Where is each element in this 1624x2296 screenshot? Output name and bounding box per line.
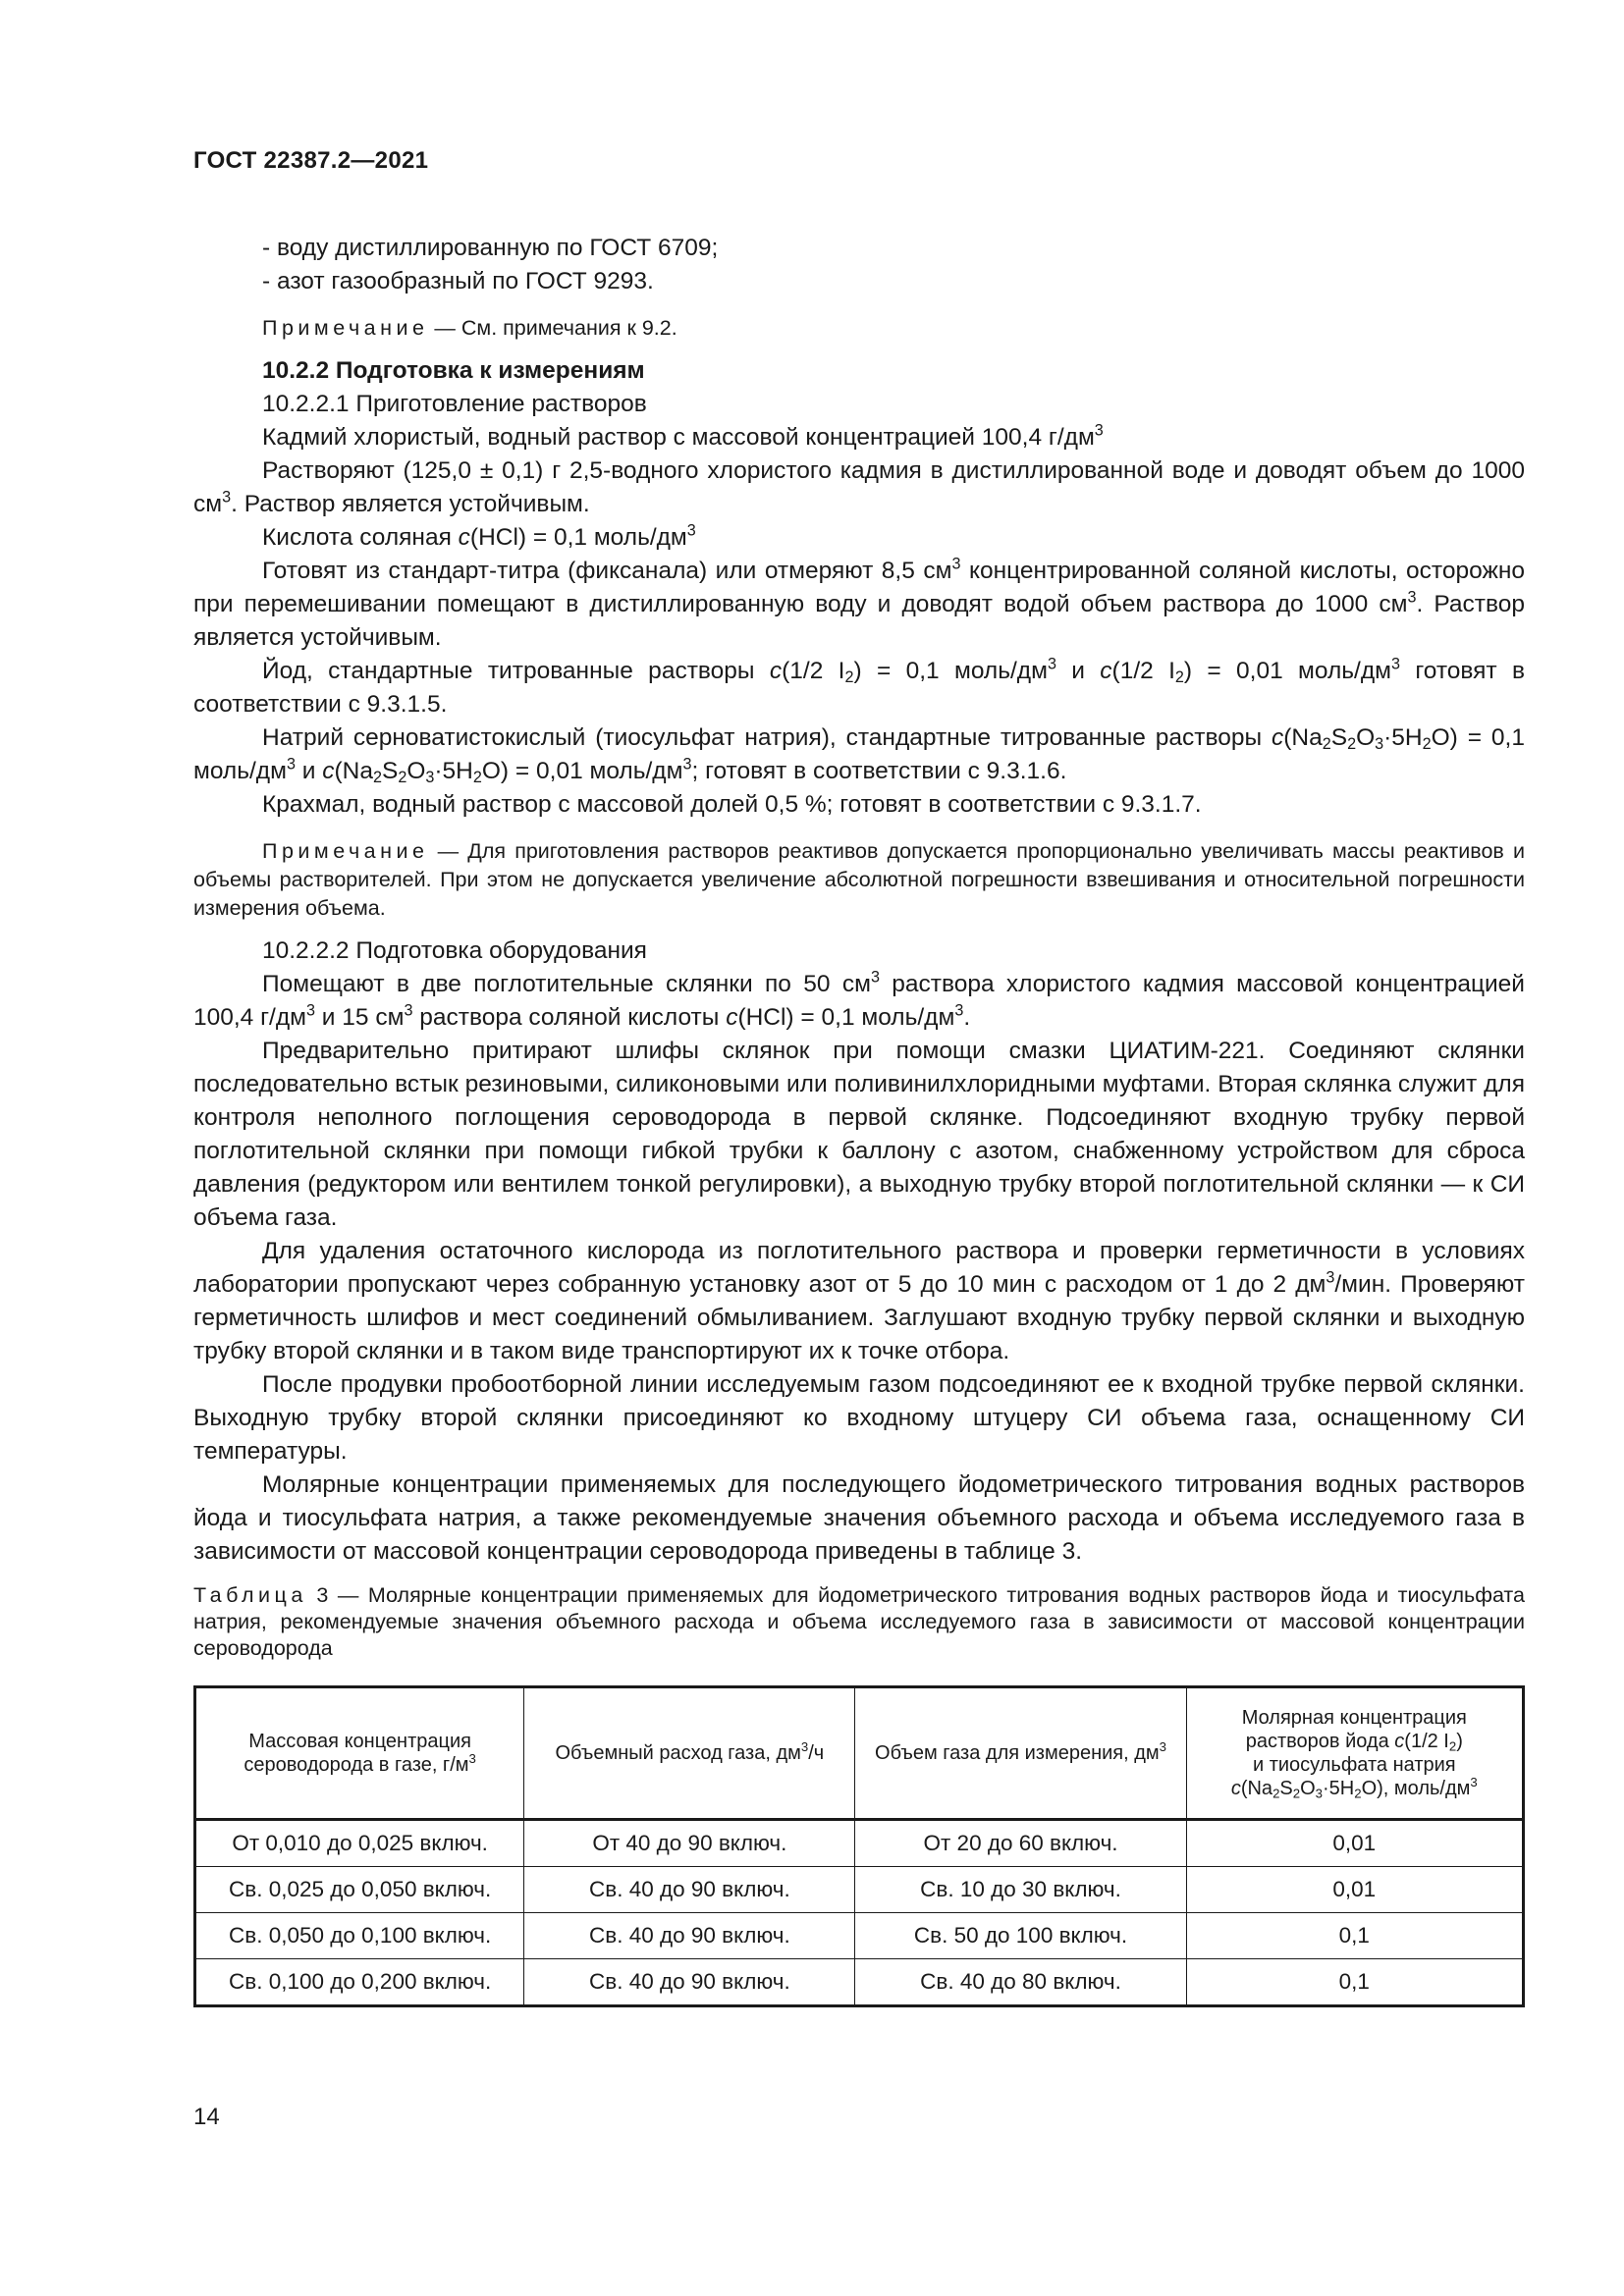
header-gas-volume: Объем газа для измерения, $дм^3$ [855,1687,1186,1820]
table-row [195,1959,1524,2006]
table-cell: Св. 40 до 90 включ. [524,1913,855,1959]
cadmium-title: Кадмий хлористый, водный раствор с массовой концентрацией 100,4 $г/дм^3$ [262,421,1104,451]
table-caption-text: 3 — Молярные концентрации применяемых для йодометрического титрования водных растворов йода и тиосульфата натрия, рекомендуемые значения объемного расхода и объема исследуемого газа в зависимости от массовой концентрации сероводорода [193,1583,1525,1660]
list-item: - воду дистиллированную по ГОСТ 6709; [262,235,719,261]
note-2 [193,837,1525,923]
section-title: 10.2.2 Подготовка к измерениям [262,357,645,384]
header-flow-rate: Объемный расход газа, $дм^3/ч$ [524,1687,855,1820]
cadmium-text: Растворяют (125,0 ± 0,1) г 2,5-водного хлористого кадмия в дистиллированной воде и доводят объем до 1000 $см^3$. Раствор является устойчивым. [193,457,1525,517]
table-cell: Св. 40 до 90 включ. [524,1867,855,1913]
subsection-title: 10.2.2.1 Приготовление растворов [262,391,647,417]
document-page [193,147,1525,2007]
table-header-row [195,1687,1524,1820]
table-cell: 0,1 [1186,1959,1523,2006]
equipment-paragraph: После продувки пробоотборной линии исследуемым газом подсоединяют ее к входной трубке первой склянки. Выходную трубку второй склянки присоединяют ко входному штуцеру СИ объема газа, оснащенному СИ температуры. [193,1371,1525,1465]
acid-text: Готовят из стандарт-титра (фиксанала) или отмеряют 8,5 $см^3$ концентрированной соляной кислоты, осторожно при перемешивании помещают в дистиллированную воду и доводят водой объем раствора до 1000 $см^3$. Раствор является устойчивым. [193,555,1525,651]
table-cell: Св. 40 до 80 включ. [855,1959,1186,2006]
list-item: - азот газообразный по ГОСТ 9293. [262,268,654,294]
table-cell: От 0,010 до 0,025 включ. [195,1820,524,1867]
subsection-title: 10.2.2.2 Подготовка оборудования [262,937,647,964]
table-cell: Св. 50 до 100 включ. [855,1913,1186,1959]
table-cell: Св. 10 до 30 включ. [855,1867,1186,1913]
table-row [195,1913,1524,1959]
acid-title: Кислота соляная c(HCl) = 0,1 моль/$дм^3$ [262,521,696,551]
equipment-paragraph: Молярные концентрации применяемых для последующего йодометрического титрования водных растворов йода и тиосульфата натрия, а также рекомендуемые значения объемного расхода и объема исследуемого газа в зависимости от массовой концентрации сероводорода приведены в таблице 3. [193,1471,1525,1565]
data-table [193,1685,1525,2007]
table-cell: Св. 0,100 до 0,200 включ. [195,1959,524,2006]
table-cell: Св. 0,025 до 0,050 включ. [195,1867,524,1913]
table-cell: 0,01 [1186,1867,1523,1913]
table-cell: От 20 до 60 включ. [855,1820,1186,1867]
note-label: Примечание [262,316,429,340]
table-cell: От 40 до 90 включ. [524,1820,855,1867]
equipment-paragraph: Для удаления остаточного кислорода из поглотительного раствора и проверки герметичности в условиях лаборатории пропускают через собранную установку азот от 5 до 10 мин с расходом от 1 до 2 $дм^3$/мин. Проверяют герметичность шлифов и мест соединений обмыливанием. Заглушают входную трубку первой склянки и выходную трубку второй склянки и в таком виде транспортируют их к точке отбора. [193,1238,1525,1364]
table-caption [193,1582,1525,1662]
page-number: 14 [193,2104,220,2130]
equipment-paragraph: Помещают в две поглотительные склянки по 50 $см^3$ раствора хлористого кадмия массовой концентрацией 100,4 $г/дм^3$ и 15 $см^3$ раствора соляной кислоты c(HCl) = 0,1 моль/$дм^3$. [193,968,1525,1031]
table-cell: Св. 0,050 до 0,100 включ. [195,1913,524,1959]
table-cell: 0,01 [1186,1820,1523,1867]
table-caption-label: Таблица [193,1583,307,1607]
note-text: — Для приготовления растворов реактивов допускается пропорционально увеличивать массы реактивов и объемы растворителей. При этом не допускается увеличение абсолютной погрешности взвешивания и относительной погрешности измерения объема. [193,839,1525,920]
equipment-paragraph: Предварительно притирают шлифы склянок при помощи смазки ЦИАТИМ-221. Соединяют склянки последовательно встык резиновыми, силиконовыми или поливинилхлоридными муфтами. Вторая склянка служит для контроля неполного поглощения сероводорода в первой склянке. Подсоединяют входную трубку первой поглотительной склянки при помощи гибкой трубки к баллону с азотом, снабженному устройством для сброса давления (редуктором или вентилем тонкой регулировки), а выходную трубку второй поглотительной склянки — к СИ объема газа. [193,1038,1525,1231]
note-1 [193,314,1525,343]
note-text: — См. примечания к 9.2. [428,316,677,340]
thiosulfate-text: Натрий серноватистокислый (тиосульфат натрия), стандартные титрованные растворы $c(Na_2S_2O_3\cdot 5H_2O) = 0,1$ моль/$дм^3$ и $c(Na_2S_2O_3\cdot 5H_2O) = 0,01$ моль/$дм^3$; готовят в соответствии с 9.3.1.6. [193,724,1525,787]
starch-text: Крахмал, водный раствор с массовой долей 0,5 %; готовят в соответствии с 9.3.1.7. [262,791,1202,818]
table-cell: Св. 40 до 90 включ. [524,1959,855,2006]
note-label: Примечание [262,839,429,863]
iodine-text: Йод, стандартные титрованные растворы c(1/2 $I_2) = 0,1$ моль/$дм^3$ и c(1/2 $I_2) = 0,01$ моль/$дм^3$ готовят в соответствии с 9.3.1.5. [193,655,1525,718]
document-header: ГОСТ 22387.2—2021 [193,147,429,174]
header-concentration: Массовая концентрация сероводорода в газе, $г/м^3$ [195,1687,524,1820]
table-cell: 0,1 [1186,1913,1523,1959]
table-row [195,1820,1524,1867]
header-molar-concentration: Молярная концентрация растворов йода c(1/2 $I_2$) и тиосульфата натрия $c(Na_2S_2O_3\cdot 5H_2O)$, моль/$дм^3$ [1186,1687,1523,1820]
table-row [195,1867,1524,1913]
